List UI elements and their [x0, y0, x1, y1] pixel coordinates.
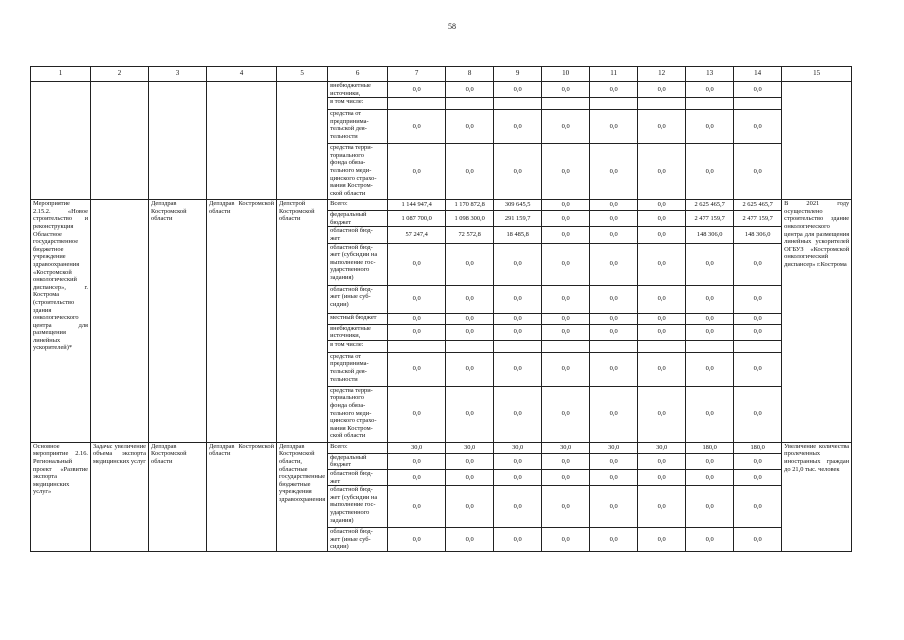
column-header: 12: [638, 67, 686, 82]
value-cell: 0,0: [734, 352, 782, 386]
value-cell: 0,0: [734, 313, 782, 324]
value-cell: 0,0: [542, 528, 590, 552]
table-row: [31, 82, 852, 98]
value-cell: 0,0: [542, 324, 590, 340]
column-header: 5: [277, 67, 328, 82]
value-cell: [494, 340, 542, 352]
value-cell: 0,0: [494, 469, 542, 485]
value-cell: 0,0: [638, 486, 686, 528]
value-cell: [388, 340, 446, 352]
value-cell: 0,0: [590, 352, 638, 386]
value-cell: 0,0: [686, 313, 734, 324]
value-cell: 0,0: [590, 486, 638, 528]
source-label: областной бюд- жет: [328, 469, 388, 485]
source-label: средства от предпринима- тельской дея- тельности: [328, 352, 388, 386]
value-cell: 0,0: [734, 324, 782, 340]
value-cell: 1 170 872,8: [446, 200, 494, 211]
value-cell: 0,0: [590, 313, 638, 324]
value-cell: 0,0: [590, 110, 638, 144]
value-cell: 148 306,0: [734, 227, 782, 243]
value-cell: 0,0: [446, 324, 494, 340]
value-cell: 0,0: [494, 386, 542, 442]
value-cell: 0,0: [734, 110, 782, 144]
value-cell: 0,0: [446, 528, 494, 552]
value-cell: 0,0: [638, 110, 686, 144]
value-cell: 0,0: [638, 469, 686, 485]
source-label: средства от предпринима- тельской дея- тельности: [328, 110, 388, 144]
cell-col5: Депстрой Костромской области: [277, 200, 328, 443]
value-cell: [590, 340, 638, 352]
value-cell: 0,0: [388, 82, 446, 98]
value-cell: 0,0: [638, 313, 686, 324]
value-cell: 0,0: [638, 352, 686, 386]
table-row: [31, 200, 852, 211]
value-cell: 0,0: [638, 453, 686, 469]
value-cell: 2 625 465,7: [686, 200, 734, 211]
value-cell: [638, 340, 686, 352]
value-cell: 0,0: [638, 243, 686, 285]
value-cell: 2 477 159,7: [686, 211, 734, 227]
value-cell: 0,0: [638, 211, 686, 227]
value-cell: 0,0: [542, 469, 590, 485]
column-header: 2: [91, 67, 149, 82]
value-cell: 0,0: [686, 528, 734, 552]
value-cell: 2 477 159,7: [734, 211, 782, 227]
value-cell: 0,0: [590, 243, 638, 285]
value-cell: 0,0: [388, 469, 446, 485]
cell-col1: Основное мероприятие 2.16. Региональный проект «Развитие экспорта медицинских услуг»: [31, 442, 91, 551]
cell-empty: [207, 82, 277, 200]
value-cell: 148 306,0: [686, 227, 734, 243]
value-cell: 0,0: [494, 144, 542, 200]
value-cell: 0,0: [446, 110, 494, 144]
value-cell: [734, 340, 782, 352]
value-cell: 0,0: [734, 528, 782, 552]
value-cell: 0,0: [494, 324, 542, 340]
cell-col2: [91, 200, 149, 443]
value-cell: 30,0: [590, 442, 638, 453]
value-cell: 0,0: [388, 453, 446, 469]
value-cell: 0,0: [590, 144, 638, 200]
value-cell: 0,0: [638, 528, 686, 552]
value-cell: 0,0: [446, 82, 494, 98]
value-cell: 30,0: [388, 442, 446, 453]
value-cell: 0,0: [542, 211, 590, 227]
value-cell: 0,0: [388, 324, 446, 340]
value-cell: 180,0: [686, 442, 734, 453]
table-row: [31, 442, 852, 453]
value-cell: 0,0: [388, 285, 446, 313]
source-label: Всего:: [328, 442, 388, 453]
value-cell: [590, 98, 638, 110]
cell-empty: [31, 82, 91, 200]
value-cell: 0,0: [686, 144, 734, 200]
column-header: 3: [149, 67, 207, 82]
value-cell: 0,0: [446, 285, 494, 313]
cell-col5: Депздрав Костромской области, областные государственные бюджетные учреждения здравоохранения: [277, 442, 328, 551]
column-header: 9: [494, 67, 542, 82]
value-cell: 72 572,8: [446, 227, 494, 243]
value-cell: [446, 98, 494, 110]
value-cell: 0,0: [494, 82, 542, 98]
cell-col3: Депздрав Костромской области: [149, 442, 207, 551]
value-cell: 30,0: [542, 442, 590, 453]
value-cell: 0,0: [494, 110, 542, 144]
value-cell: 0,0: [590, 469, 638, 485]
value-cell: 0,0: [590, 324, 638, 340]
header-row: [31, 67, 852, 82]
cell-col4: Депздрав Костромской области: [207, 200, 277, 443]
cell-col15: В 2021 году осуществлено строительство здание онкологического центра для размещения линейных ускорителей ОГБУЗ «Костромской онкологический диспансер» г.Кострома: [782, 200, 852, 443]
value-cell: [638, 98, 686, 110]
column-header: 8: [446, 67, 494, 82]
source-label: в том числе:: [328, 340, 388, 352]
cell-col3: Депздрав Костромской области: [149, 200, 207, 443]
source-label: областной бюд- жет (субсидии на выполнение гос- ударственного задания): [328, 486, 388, 528]
value-cell: [686, 98, 734, 110]
value-cell: 0,0: [542, 386, 590, 442]
cell-empty: [91, 82, 149, 200]
value-cell: 0,0: [734, 453, 782, 469]
value-cell: 0,0: [542, 110, 590, 144]
value-cell: 1 087 700,0: [388, 211, 446, 227]
column-header: 7: [388, 67, 446, 82]
column-header: 15: [782, 67, 852, 82]
page-number: 58: [448, 22, 456, 31]
value-cell: 0,0: [542, 453, 590, 469]
value-cell: 0,0: [388, 144, 446, 200]
source-label: областной бюд- жет (иные суб- сидии): [328, 285, 388, 313]
value-cell: 30,0: [446, 442, 494, 453]
value-cell: 0,0: [388, 386, 446, 442]
value-cell: 0,0: [734, 469, 782, 485]
value-cell: 18 485,8: [494, 227, 542, 243]
value-cell: 0,0: [494, 243, 542, 285]
value-cell: 30,0: [494, 442, 542, 453]
value-cell: 0,0: [590, 528, 638, 552]
value-cell: 0,0: [494, 352, 542, 386]
value-cell: 0,0: [542, 313, 590, 324]
value-cell: 0,0: [590, 211, 638, 227]
cell-col1: Мероприятие 2.15.2. «Новое строительство и реконструкция Областное государственное бюджетное учреждение здравоохранения «Костромской онкологический диспансер», г. Кострома (строительство здания онкологического центра для размещения линейных ускорителей)*: [31, 200, 91, 443]
value-cell: 0,0: [542, 144, 590, 200]
value-cell: 0,0: [494, 453, 542, 469]
source-label: областной бюд- жет (субсидии на выполнение гос- ударственного задания): [328, 243, 388, 285]
column-header: 4: [207, 67, 277, 82]
column-header: 14: [734, 67, 782, 82]
value-cell: 0,0: [638, 324, 686, 340]
value-cell: 0,0: [542, 243, 590, 285]
value-cell: 0,0: [734, 386, 782, 442]
value-cell: 0,0: [638, 386, 686, 442]
value-cell: 0,0: [388, 110, 446, 144]
source-label: средства терри- ториального фонда обяза- тельного меди- цинского страхо- вания Костром- ской области: [328, 144, 388, 200]
column-header: 1: [31, 67, 91, 82]
value-cell: 0,0: [542, 352, 590, 386]
value-cell: 0,0: [446, 386, 494, 442]
value-cell: 30,0: [638, 442, 686, 453]
value-cell: 0,0: [446, 486, 494, 528]
value-cell: 57 247,4: [388, 227, 446, 243]
value-cell: 0,0: [686, 352, 734, 386]
value-cell: 0,0: [388, 313, 446, 324]
source-label: Всего:: [328, 200, 388, 211]
value-cell: 0,0: [686, 243, 734, 285]
value-cell: 0,0: [494, 313, 542, 324]
financing-table: [30, 66, 852, 552]
value-cell: 0,0: [638, 227, 686, 243]
value-cell: 0,0: [638, 200, 686, 211]
value-cell: 0,0: [686, 486, 734, 528]
value-cell: 0,0: [590, 227, 638, 243]
value-cell: 0,0: [734, 144, 782, 200]
source-label: внебюджетные источники,: [328, 82, 388, 98]
value-cell: 0,0: [446, 144, 494, 200]
value-cell: 0,0: [686, 82, 734, 98]
value-cell: 0,0: [686, 324, 734, 340]
cell-col15: [782, 82, 852, 200]
value-cell: [494, 98, 542, 110]
cell-col4: Депздрав Костромской области: [207, 442, 277, 551]
column-header: 10: [542, 67, 590, 82]
value-cell: 0,0: [638, 82, 686, 98]
value-cell: 0,0: [494, 528, 542, 552]
source-label: федеральный бюджет: [328, 453, 388, 469]
value-cell: 0,0: [542, 227, 590, 243]
column-header: 11: [590, 67, 638, 82]
value-cell: 0,0: [686, 469, 734, 485]
value-cell: 0,0: [542, 285, 590, 313]
value-cell: 180,0: [734, 442, 782, 453]
value-cell: 0,0: [686, 386, 734, 442]
value-cell: 1 144 947,4: [388, 200, 446, 211]
value-cell: 0,0: [734, 486, 782, 528]
value-cell: 0,0: [686, 110, 734, 144]
source-label: областной бюд- жет (иные суб- сидии): [328, 528, 388, 552]
value-cell: 0,0: [388, 352, 446, 386]
value-cell: 0,0: [542, 200, 590, 211]
value-cell: 0,0: [388, 528, 446, 552]
value-cell: 0,0: [638, 144, 686, 200]
value-cell: 0,0: [494, 486, 542, 528]
source-label: местный бюджет: [328, 313, 388, 324]
value-cell: 0,0: [686, 453, 734, 469]
source-label: областной бюд- жет: [328, 227, 388, 243]
value-cell: 1 098 300,0: [446, 211, 494, 227]
value-cell: 309 645,5: [494, 200, 542, 211]
value-cell: 0,0: [388, 486, 446, 528]
source-label: внебюджетные источники,: [328, 324, 388, 340]
value-cell: [734, 98, 782, 110]
value-cell: 0,0: [590, 453, 638, 469]
cell-col2: Задача: увеличение объема экспорта медицинских услуг: [91, 442, 149, 551]
value-cell: 0,0: [686, 285, 734, 313]
value-cell: 0,0: [446, 243, 494, 285]
value-cell: 291 159,7: [494, 211, 542, 227]
cell-empty: [277, 82, 328, 200]
value-cell: 0,0: [388, 243, 446, 285]
value-cell: 0,0: [590, 285, 638, 313]
value-cell: 0,0: [638, 285, 686, 313]
value-cell: 0,0: [542, 82, 590, 98]
value-cell: [542, 98, 590, 110]
value-cell: 0,0: [494, 285, 542, 313]
value-cell: [686, 340, 734, 352]
value-cell: 0,0: [590, 386, 638, 442]
value-cell: 0,0: [734, 243, 782, 285]
value-cell: 0,0: [734, 82, 782, 98]
column-header: 6: [328, 67, 388, 82]
value-cell: [542, 340, 590, 352]
value-cell: 0,0: [734, 285, 782, 313]
value-cell: [388, 98, 446, 110]
source-label: в том числе:: [328, 98, 388, 110]
cell-empty: [149, 82, 207, 200]
cell-col15: Увеличение количества пролеченных иностранных граждан до 21,0 тыс. человек: [782, 442, 852, 551]
value-cell: 2 625 465,7: [734, 200, 782, 211]
source-label: средства терри- ториального фонда обяза- тельного меди- цинского страхо- вания Костром- ской области: [328, 386, 388, 442]
value-cell: 0,0: [446, 313, 494, 324]
column-header: 13: [686, 67, 734, 82]
value-cell: 0,0: [446, 453, 494, 469]
value-cell: 0,0: [446, 469, 494, 485]
source-label: федеральный бюджет: [328, 211, 388, 227]
value-cell: [446, 340, 494, 352]
value-cell: 0,0: [542, 486, 590, 528]
value-cell: 0,0: [590, 200, 638, 211]
value-cell: 0,0: [590, 82, 638, 98]
value-cell: 0,0: [446, 352, 494, 386]
